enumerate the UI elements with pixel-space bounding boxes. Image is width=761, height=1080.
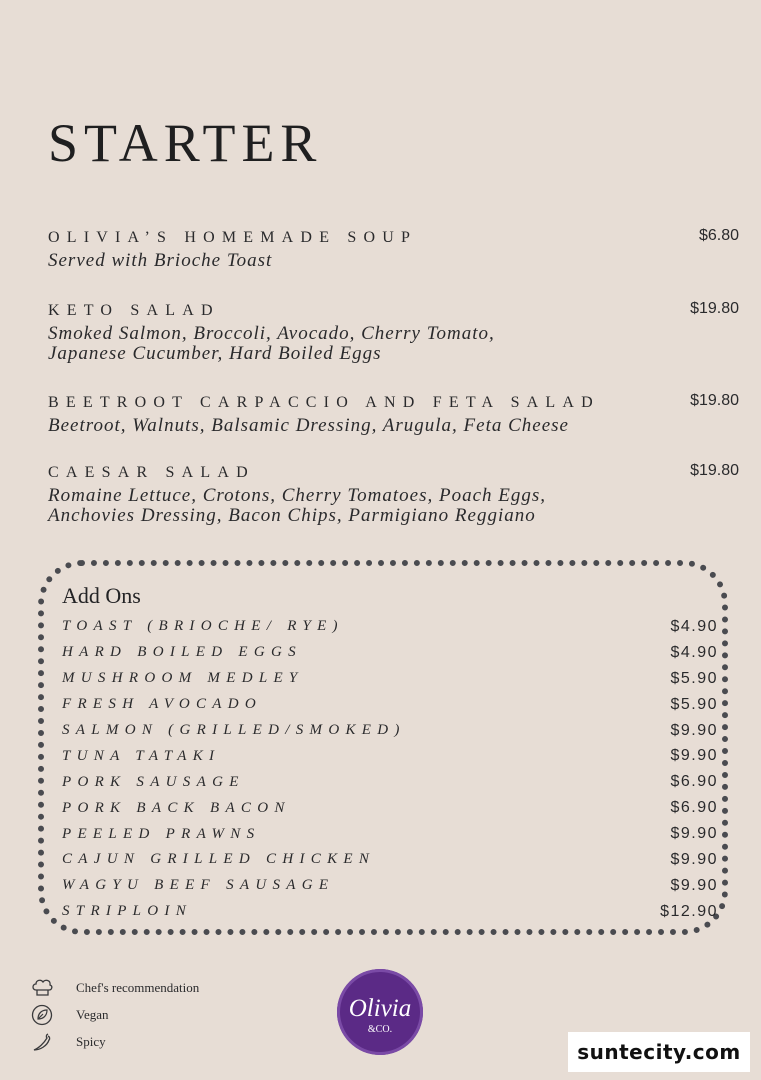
legend	[30, 974, 199, 1055]
item-price: $19.80	[690, 462, 739, 479]
addon-name: HARD BOILED EGGS	[62, 644, 302, 661]
legend-label: Spicy	[76, 1033, 106, 1049]
addon-row	[62, 666, 718, 692]
chili-icon	[30, 1031, 54, 1053]
addon-price: $4.90	[670, 617, 718, 635]
item-price: $19.80	[690, 300, 739, 317]
brand-logo	[337, 969, 423, 1055]
addon-name: SALMON (GRILLED/SMOKED)	[62, 722, 406, 738]
addon-name: PORK BACK BACON	[62, 799, 291, 816]
item-description: Served with Brioche Toast	[48, 250, 273, 271]
addon-price: $5.90	[670, 695, 718, 713]
page-title: STARTER	[48, 113, 323, 173]
addon-row	[62, 847, 718, 873]
addon-price: $9.90	[670, 876, 718, 894]
leaf-icon	[30, 1004, 54, 1026]
addon-price: $9.90	[670, 850, 718, 868]
legend-item	[30, 1028, 199, 1055]
menu-item	[48, 394, 739, 436]
watermark: suntecity.com	[568, 1032, 750, 1072]
item-price: $19.80	[690, 392, 739, 409]
item-description: Romaine Lettuce, Crotons, Cherry Tomatoes, Poach Eggs, Anchovies Dressing, Bacon Chips, Parmigiano Reggiano	[48, 485, 547, 526]
addon-row	[62, 692, 718, 718]
addon-name: TUNA TATAKI	[62, 747, 221, 764]
addon-name: PEELED PRAWNS	[62, 825, 261, 842]
item-name: KETO SALAD	[48, 302, 220, 319]
item-name: CAESAR SALAD	[48, 464, 255, 481]
addon-row	[62, 899, 718, 925]
menu-item	[48, 464, 739, 526]
addon-price: $6.90	[670, 773, 718, 791]
addon-row	[62, 821, 718, 847]
item-description: Smoked Salmon, Broccoli, Avocado, Cherry Tomato, Japanese Cucumber, Hard Boiled Eggs	[48, 323, 495, 364]
addon-row	[62, 769, 718, 795]
logo-text: Olivia	[348, 995, 412, 1022]
addons-title: Add Ons	[62, 583, 141, 608]
addon-row	[62, 614, 718, 640]
item-price: $6.80	[698, 227, 739, 244]
addon-price: $6.90	[670, 799, 718, 817]
logo-subtext: &CO.	[367, 1024, 393, 1035]
addon-row	[62, 873, 718, 899]
addon-price: $9.90	[670, 825, 718, 843]
addons-list	[62, 614, 718, 925]
addon-price: $9.90	[670, 721, 718, 739]
addon-name: STRIPLOIN	[62, 903, 193, 920]
legend-item	[30, 1001, 199, 1028]
item-name: BEETROOT CARPACCIO AND FETA SALAD	[48, 394, 600, 411]
addon-name: PORK SAUSAGE	[62, 773, 245, 790]
chef-hat-icon	[30, 977, 54, 999]
addon-name: WAGYU BEEF SAUSAGE	[62, 877, 335, 894]
addon-name: TOAST (BRIOCHE/ RYE)	[62, 618, 344, 635]
addon-price: $9.90	[670, 747, 718, 765]
legend-item	[30, 974, 199, 1001]
addon-price: $4.90	[670, 643, 718, 661]
legend-label: Vegan	[76, 1006, 109, 1022]
item-description: Beetroot, Walnuts, Balsamic Dressing, Arugula, Feta Cheese	[48, 415, 569, 436]
addon-name: CAJUN GRILLED CHICKEN	[62, 851, 376, 868]
addon-name: FRESH AVOCADO	[62, 696, 262, 713]
addon-row	[62, 795, 718, 821]
item-name: OLIVIA’S HOMEMADE SOUP	[48, 229, 418, 246]
addon-price: $12.90	[660, 902, 718, 920]
addon-row	[62, 640, 718, 666]
addon-name: MUSHROOM MEDLEY	[62, 670, 304, 687]
menu-item	[48, 229, 739, 271]
legend-label: Chef's recommendation	[76, 979, 200, 995]
menu-item	[48, 302, 739, 364]
addon-row	[62, 743, 718, 769]
addon-row	[62, 718, 718, 744]
addon-price: $5.90	[670, 669, 718, 687]
